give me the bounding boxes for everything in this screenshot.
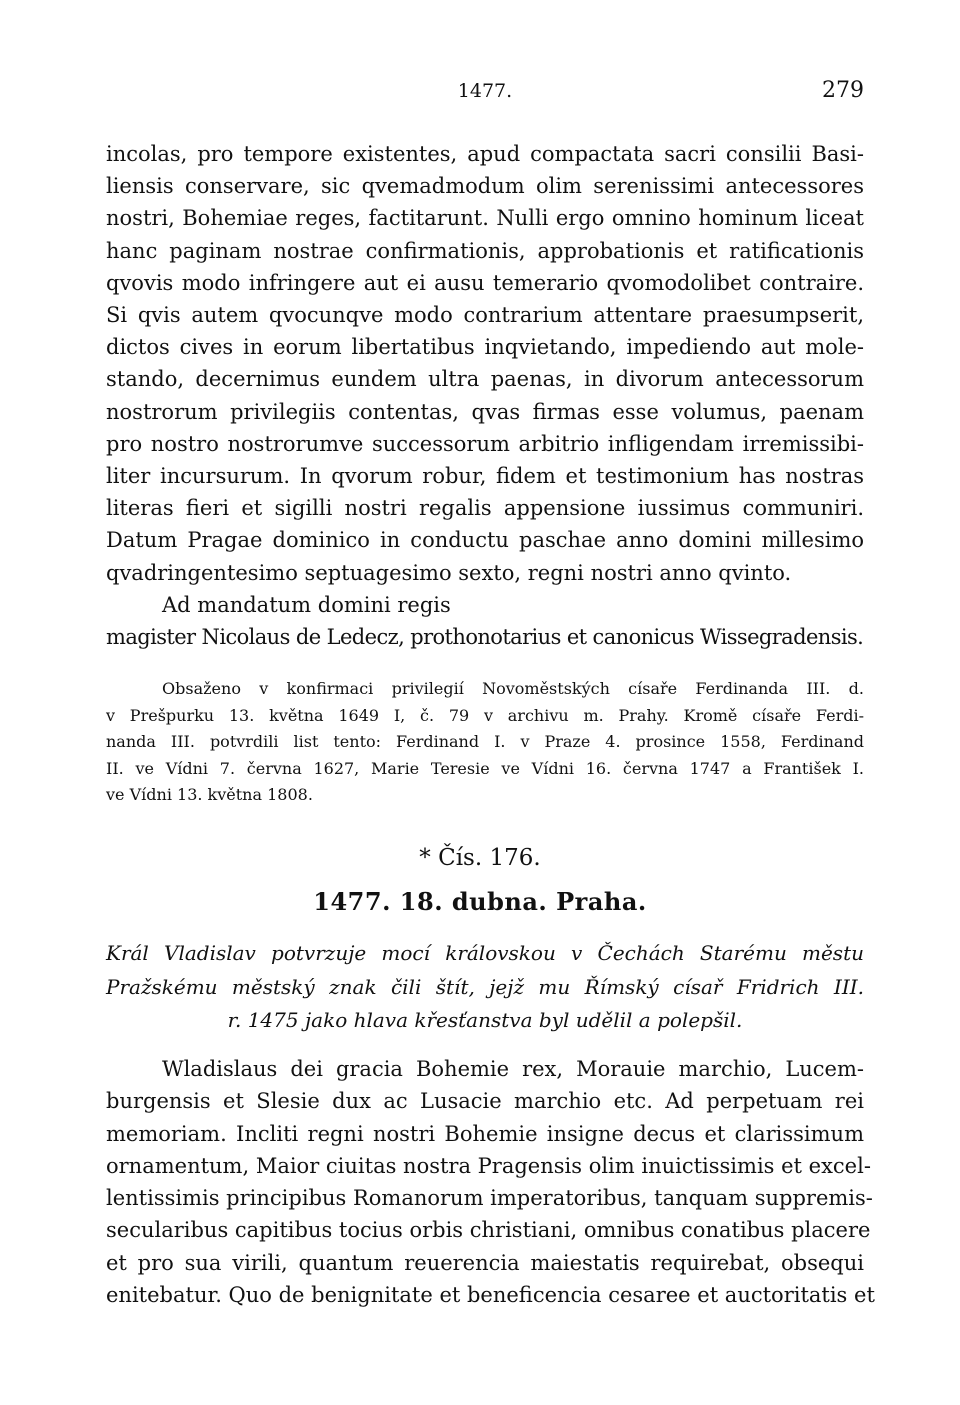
charter-text-block — [106, 1053, 875, 1311]
text-line: qvadringentesimo septuagesimo sexto, regni nostri anno qvinto. — [106, 560, 792, 585]
text-line: enitebatur. Quo de benignitate et beneficencia cesaree et auctoritatis et — [106, 1283, 875, 1308]
text-line: pro nostro nostrorumve successorum arbitrio infligendam irremissibi- — [106, 431, 864, 456]
signature-line: magister Nicolaus de Ledecz, prothonotarius et canonicus Wissegradensis. — [106, 625, 864, 650]
text-line: Si qvis autem qvocunqve modo contrarium attentare praesumpserit, — [106, 303, 864, 328]
text-line: stando, decernimus eundem ultra paenas, in divorum antecessorum — [106, 367, 864, 392]
text-line: liensis conservare, sic qvemadmodum olim serenissimi antecessores — [106, 174, 864, 199]
text-line: liter incursurum. In qvorum robur, fidem et testimonium has nostras — [106, 464, 864, 489]
text-line: secularibus capitibus tocius orbis christiani, omnibus conatibus placere — [106, 1218, 871, 1243]
text-line: Datum Pragae dominico in conductu paschae anno domini millesimo — [106, 528, 864, 553]
running-header — [106, 78, 864, 108]
header-year: 1477. — [457, 80, 513, 102]
document-number: * Čís. 176. — [419, 845, 541, 871]
note-line: nanda III. potvrdili list tento: Ferdinand I. v Praze 4. prosince 1558, Ferdinand — [106, 732, 864, 752]
archival-note — [106, 676, 864, 809]
text-line: dictos cives in eorum libertatibus inqvietando, impediendo aut mole- — [106, 335, 864, 360]
note-line: ve Vídni 13. května 1808. — [106, 785, 313, 805]
text-line: hanc paginam nostrae confirmationis, approbationis et ratificationis — [106, 238, 864, 263]
text-line: ornamentum, Maior ciuitas nostra Pragensis olim inuictissimis et excel- — [106, 1153, 871, 1178]
text-line: burgensis et Slesie dux ac Lusacie marchio etc. Ad perpetuam rei — [106, 1089, 864, 1114]
note-line: Obsaženo v konfirmaci privilegií Novoměstských císaře Ferdinanda III. d. — [162, 679, 864, 698]
main-text-block — [106, 138, 864, 653]
regest-block — [106, 937, 864, 1038]
text-line: lentissimis principibus Romanorum imperatoribus, tanquam suppremis- — [106, 1186, 873, 1211]
text-line: Wladislaus dei gracia Bohemie rex, Morauie marchio, Lucem- — [162, 1057, 864, 1081]
note-line: v Prešpurku 13. května 1649 I, č. 79 v archivu m. Prahy. Kromě císaře Ferdi- — [106, 705, 864, 725]
note-line: II. ve Vídni 7. června 1627, Marie Teresie ve Vídni 16. června 1747 a František I. — [106, 758, 864, 778]
text-line: nostrorum privilegiis contentas, qvas firmas esse volumus, paenam — [106, 399, 864, 424]
text-line: memoriam. Incliti regni nostri Bohemie insigne decus et clarissimum — [106, 1121, 864, 1146]
regest-line: Pražskému městský znak čili štít, jejž mu Římský císař Fridrich III. — [106, 974, 864, 999]
text-line: et pro sua virili, quantum reuerencia maiestatis requirebat, obsequi — [106, 1250, 864, 1275]
mandate-line: Ad mandatum domini regis — [162, 592, 451, 617]
text-line: incolas, pro tempore existentes, apud compactata sacri consilii Basi- — [106, 142, 864, 166]
text-line: qvovis modo infringere aut ei ausu temerario qvomodolibet contraire. — [106, 270, 864, 295]
regest-line: r. 1475 jako hlava křesťanstva byl udělil a polepšil. — [227, 1008, 743, 1032]
text-line: nostri, Bohemiae reges, factitarunt. Nulli ergo omnino hominum liceat — [106, 206, 864, 231]
document-date-heading: 1477. 18. dubna. Praha. — [313, 887, 647, 916]
text-line: literas fieri et sigilli nostri regalis appensione iussimus communiri. — [106, 496, 864, 521]
page-number: 279 — [822, 78, 864, 103]
regest-line: Král Vladislav potvrzuje mocí královskou v Čechách Starému městu — [106, 941, 864, 965]
